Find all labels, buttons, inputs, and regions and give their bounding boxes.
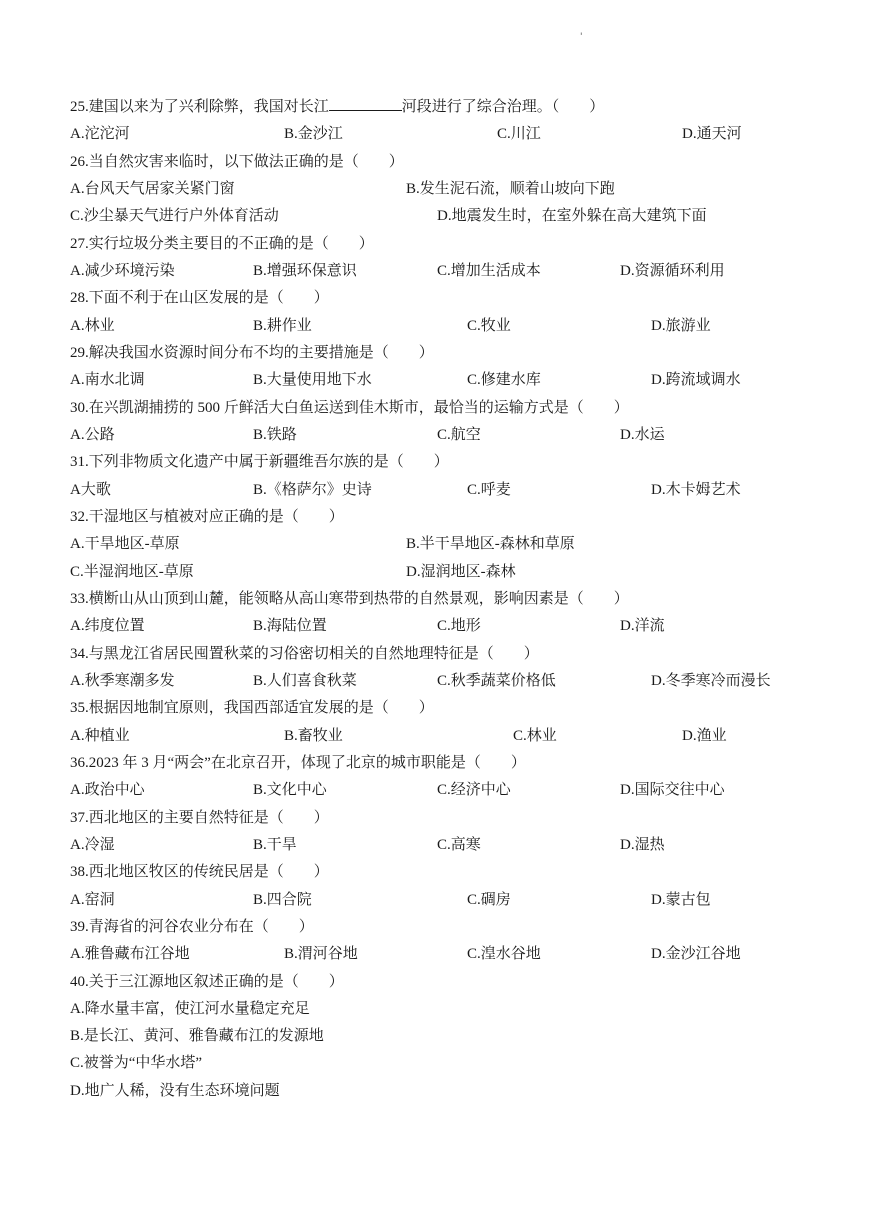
question-stem: 40.关于三江源地区叙述正确的是（ ） (70, 973, 344, 990)
options-row (0, 941, 869, 968)
option-b: B.渭河谷地 (284, 946, 358, 963)
question-stem-line (0, 449, 869, 476)
page-top-mark: ' (580, 32, 583, 42)
option-a: A.窑洞 (70, 891, 115, 908)
question-36 (0, 750, 869, 805)
option-c: C.半湿润地区-草原 (70, 563, 194, 580)
option-a: A大歌 (70, 481, 111, 498)
option-b: B.海陆位置 (253, 618, 327, 635)
option-d: D.木卡姆艺术 (651, 481, 741, 498)
option-d: D.旅游业 (651, 317, 711, 334)
options-row (0, 996, 869, 1023)
answer-blank (329, 97, 402, 111)
option-c: C.沙尘暴天气进行户外体育活动 (70, 208, 279, 225)
question-stem-line (0, 914, 869, 941)
option-a: A.降水量丰富，使江河水量稳定充足 (70, 1000, 310, 1017)
option-c: C.航空 (437, 426, 481, 443)
question-37 (0, 805, 869, 860)
options-row (0, 258, 869, 285)
option-c: C.经济中心 (437, 782, 511, 799)
question-stem-line (0, 859, 869, 886)
question-31 (0, 449, 869, 504)
question-stem-line (0, 231, 869, 258)
option-d: D.通天河 (682, 126, 742, 143)
option-b: B.半干旱地区-森林和草原 (406, 536, 575, 553)
question-stem-line (0, 969, 869, 996)
question-stem-line (0, 504, 869, 531)
question-stem: 28.下面不利于在山区发展的是（ ） (70, 290, 329, 307)
question-stem: 30.在兴凯湖捕捞的 500 斤鲜活大白鱼运送到佳木斯市，最恰当的运输方式是（ ） (70, 399, 629, 416)
question-stem-line (0, 94, 869, 121)
question-stem (70, 94, 604, 121)
option-c: C.修建水库 (467, 372, 541, 389)
question-stem-line (0, 149, 869, 176)
option-c: C.增加生活成本 (437, 262, 541, 279)
option-d: D.地震发生时，在室外躲在高大建筑下面 (437, 208, 707, 225)
question-stem: 39.青海省的河谷农业分布在（ ） (70, 918, 314, 935)
option-c: C.被誉为“中华水塔” (70, 1055, 203, 1072)
question-stem: 32.干湿地区与植被对应正确的是（ ） (70, 508, 344, 525)
option-a: A.秋季寒潮多发 (70, 672, 175, 689)
question-35 (0, 695, 869, 750)
question-38 (0, 859, 869, 914)
option-b: B.大量使用地下水 (253, 372, 372, 389)
option-c: C.牧业 (467, 317, 511, 334)
option-c: C.地形 (437, 618, 481, 635)
options-row (0, 531, 869, 558)
option-d: D.湿润地区-森林 (406, 563, 516, 580)
option-a: A.减少环境污染 (70, 262, 175, 279)
option-c: C.碉房 (467, 891, 511, 908)
option-d: D.渔业 (682, 727, 727, 744)
question-stem-line (0, 750, 869, 777)
question-stem: 36.2023 年 3 月“两会”在北京召开，体现了北京的城市职能是（ ） (70, 754, 526, 771)
option-d: D.蒙古包 (651, 891, 711, 908)
question-stem: 35.根据因地制宜原则，我国西部适宜发展的是（ ） (70, 700, 434, 717)
question-40 (0, 969, 869, 1106)
options-row (0, 613, 869, 640)
question-30 (0, 395, 869, 450)
option-c: C.林业 (513, 727, 557, 744)
option-a: A.雅鲁藏布江谷地 (70, 946, 190, 963)
option-a: A.干旱地区-草原 (70, 536, 180, 553)
question-26 (0, 149, 869, 231)
options-row (0, 1023, 869, 1050)
option-d: D.国际交往中心 (620, 782, 725, 799)
option-b: B.耕作业 (253, 317, 312, 334)
question-stem-line (0, 641, 869, 668)
question-stem: 26.当自然灾害来临时，以下做法正确的是（ ） (70, 153, 404, 170)
options-row (0, 367, 869, 394)
option-c: C.湟水谷地 (467, 946, 541, 963)
options-row (0, 422, 869, 449)
option-b: B.金沙江 (284, 126, 343, 143)
option-d: D.地广人稀，没有生态环境问题 (70, 1082, 280, 1099)
question-25 (0, 94, 869, 149)
option-a: A.种植业 (70, 727, 130, 744)
option-c: C.高寒 (437, 836, 481, 853)
question-stem: 38.西北地区牧区的传统民居是（ ） (70, 864, 329, 881)
options-row (0, 121, 869, 148)
option-d: D.水运 (620, 426, 665, 443)
option-d: D.跨流域调水 (651, 372, 741, 389)
question-stem-line (0, 805, 869, 832)
options-row (0, 777, 869, 804)
options-row (0, 176, 869, 203)
options-row (0, 832, 869, 859)
options-row (0, 477, 869, 504)
option-d: D.湿热 (620, 836, 665, 853)
option-a: A.林业 (70, 317, 115, 334)
options-row (0, 313, 869, 340)
option-a: A.冷湿 (70, 836, 115, 853)
question-stem-line (0, 340, 869, 367)
question-stem: 33.横断山从山顶到山麓，能领略从高山寒带到热带的自然景观，影响因素是（ ） (70, 590, 629, 607)
question-stem-line (0, 586, 869, 613)
option-a: A.台风天气居家关紧门窗 (70, 180, 235, 197)
option-b: B.文化中心 (253, 782, 327, 799)
question-29 (0, 340, 869, 395)
question-stem: 27.实行垃圾分类主要目的不正确的是（ ） (70, 235, 374, 252)
option-b: B.发生泥石流，顺着山坡向下跑 (406, 180, 615, 197)
option-b: B.畜牧业 (284, 727, 343, 744)
stem-prefix: 25.建国以来为了兴利除弊，我国对长江 (70, 99, 329, 115)
options-row (0, 723, 869, 750)
option-b: B.增强环保意识 (253, 262, 357, 279)
question-stem: 29.解决我国水资源时间分布不均的主要措施是（ ） (70, 344, 434, 361)
option-a: A.南水北调 (70, 372, 145, 389)
question-39 (0, 914, 869, 969)
question-34 (0, 641, 869, 696)
option-b: B.干旱 (253, 836, 297, 853)
option-a: A.公路 (70, 426, 115, 443)
options-row (0, 1078, 869, 1105)
option-d: D.冬季寒冷而漫长 (651, 672, 771, 689)
option-a: A.纬度位置 (70, 618, 145, 635)
option-d: D.金沙江谷地 (651, 946, 741, 963)
option-b: B.铁路 (253, 426, 297, 443)
question-stem: 31.下列非物质文化遗产中属于新疆维吾尔族的是（ ） (70, 454, 449, 471)
question-stem-line (0, 395, 869, 422)
question-32 (0, 504, 869, 586)
exam-sheet (0, 94, 869, 1105)
option-a: A.政治中心 (70, 782, 145, 799)
question-33 (0, 586, 869, 641)
option-b: B.四合院 (253, 891, 312, 908)
question-28 (0, 285, 869, 340)
options-row (0, 559, 869, 586)
option-c: C.川江 (497, 126, 541, 143)
question-stem: 34.与黑龙江省居民囤置秋菜的习俗密切相关的自然地理特征是（ ） (70, 645, 539, 662)
options-row (0, 668, 869, 695)
option-b: B.是长江、黄河、雅鲁藏布江的发源地 (70, 1028, 324, 1045)
question-27 (0, 231, 869, 286)
option-a: A.沱沱河 (70, 126, 130, 143)
option-c: C.秋季蔬菜价格低 (437, 672, 556, 689)
option-d: D.资源循环利用 (620, 262, 725, 279)
options-row (0, 1050, 869, 1077)
option-d: D.洋流 (620, 618, 665, 635)
question-stem-line (0, 285, 869, 312)
stem-suffix: 河段进行了综合治理。（ ） (401, 99, 605, 115)
option-b: B.《格萨尔》史诗 (253, 481, 372, 498)
question-stem-line (0, 695, 869, 722)
options-row (0, 887, 869, 914)
option-c: C.呼麦 (467, 481, 511, 498)
options-row (0, 203, 869, 230)
question-stem: 37.西北地区的主要自然特征是（ ） (70, 809, 329, 826)
option-b: B.人们喜食秋菜 (253, 672, 357, 689)
